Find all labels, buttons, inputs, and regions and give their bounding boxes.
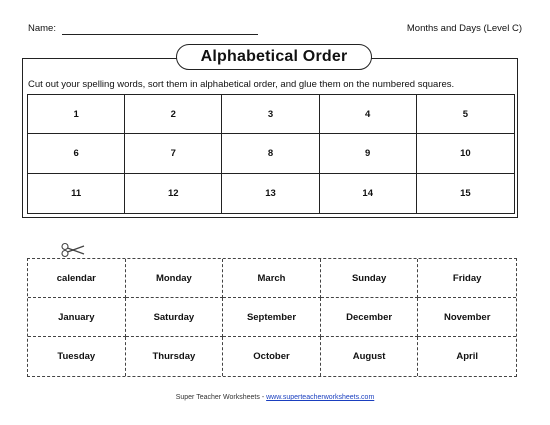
word-card[interactable]: August bbox=[321, 337, 419, 376]
word-card[interactable]: March bbox=[223, 259, 321, 298]
numbered-square: 12 bbox=[125, 174, 222, 213]
footer bbox=[0, 394, 550, 401]
word-card[interactable]: Saturday bbox=[126, 298, 224, 337]
numbered-square: 4 bbox=[320, 95, 417, 134]
numbered-square: 7 bbox=[125, 134, 222, 173]
numbered-square: 8 bbox=[222, 134, 319, 173]
name-label: Name: bbox=[28, 23, 56, 34]
numbered-square: 11 bbox=[28, 174, 125, 213]
numbered-square: 1 bbox=[28, 95, 125, 134]
name-blank-line[interactable] bbox=[62, 34, 258, 35]
word-card[interactable]: Thursday bbox=[126, 337, 224, 376]
footer-separator: - bbox=[259, 394, 267, 401]
footer-publisher: Super Teacher Worksheets bbox=[175, 394, 260, 401]
instructions: Cut out your spelling words, sort them in alphabetical order, and glue them on the numbered squares. bbox=[28, 79, 455, 90]
word-card[interactable]: April bbox=[456, 351, 478, 362]
numbered-square: 13 bbox=[222, 174, 319, 213]
numbered-square: 9 bbox=[320, 134, 417, 173]
numbered-square: 10 bbox=[417, 134, 514, 173]
word-card[interactable]: Tuesday bbox=[28, 337, 126, 376]
word-card[interactable]: Friday bbox=[418, 259, 516, 298]
numbered-squares-grid bbox=[27, 94, 515, 214]
numbered-square: 14 bbox=[320, 174, 417, 213]
word-card[interactable]: Sunday bbox=[321, 259, 419, 298]
numbered-square: 2 bbox=[125, 95, 222, 134]
numbered-square: 5 bbox=[417, 95, 514, 134]
numbered-square: 6 bbox=[28, 134, 125, 173]
word-card[interactable]: October bbox=[223, 337, 321, 376]
worksheet-title: Months and Days (Level C) bbox=[406, 23, 522, 34]
word-card[interactable]: September bbox=[223, 298, 321, 337]
word-card[interactable]: calendar bbox=[28, 259, 126, 298]
word-card[interactable]: Monday bbox=[126, 259, 224, 298]
footer-link[interactable]: www.superteacherworksheets.com bbox=[266, 394, 375, 401]
word-card[interactable]: December bbox=[321, 298, 419, 337]
activity-title: Alphabetical Order bbox=[176, 44, 372, 70]
scissors-icon bbox=[60, 242, 86, 258]
word-card[interactable]: November bbox=[418, 298, 516, 337]
word-card[interactable]: January bbox=[28, 298, 126, 337]
numbered-square: 3 bbox=[222, 95, 319, 134]
word-cutout-grid bbox=[27, 258, 517, 377]
numbered-square: 15 bbox=[460, 187, 471, 199]
